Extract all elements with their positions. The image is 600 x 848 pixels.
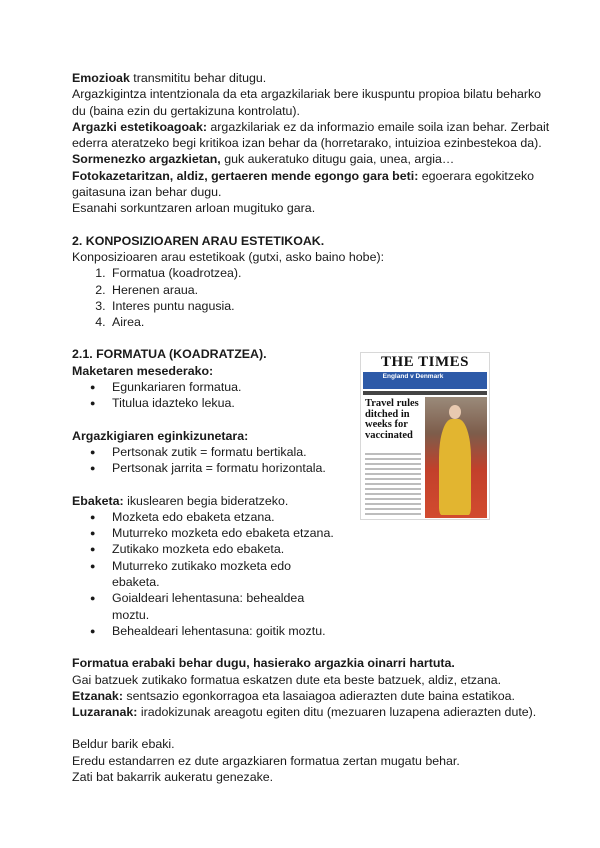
formatua-heading: Formatua erabaki behar dugu, hasierako argazkia oinarri hartuta. — [72, 656, 455, 671]
newspaper-text-line — [365, 453, 421, 455]
list-item: ● Zutikako mozketa edo ebaketa. — [109, 541, 342, 557]
list-item: ● Pertsonak zutik = formatu bertikala. — [109, 444, 342, 460]
closing-line-3: Zati bat bakarrik aukeratu genezake. — [72, 769, 274, 784]
list-item: 4. Airea. — [109, 314, 552, 330]
intro-p1: Emozioak transmititu behar ditugu. — [72, 71, 267, 85]
newspaper-text-line — [365, 468, 421, 470]
newspaper-masthead: THE TIMES — [380, 354, 469, 370]
newspaper-text-line — [365, 458, 421, 460]
maketa-title: Maketaren mesederako: — [72, 363, 214, 378]
newspaper-text-line — [365, 488, 421, 490]
newspaper-text-line — [365, 493, 421, 495]
newspaper-text-line — [365, 498, 421, 500]
ebaketa-line: Ebaketa: ikuslearen begia bideratzeko. — [72, 493, 289, 508]
eginkizun-list — [72, 444, 342, 477]
intro-p6: Esanahi sorkuntzaren arloan mugituko gara. — [72, 201, 316, 216]
newspaper-text-line — [365, 508, 421, 510]
list-item: 3. Interes puntu nagusia. — [109, 298, 552, 314]
composition-rules-list — [72, 265, 552, 330]
newspaper-text-line — [365, 513, 421, 515]
intro-p4: Sormenezko argazkietan, guk aukeratuko ditugu gaia, unea, argia… — [72, 152, 455, 167]
newspaper-text-line — [365, 463, 421, 465]
figure-head — [449, 405, 461, 419]
newspaper-headline: Travel rules ditched in weeks for vaccinated — [365, 398, 419, 441]
section-2-title: 2. KONPOSIZIOAREN ARAU ESTETIKOAK. — [72, 233, 325, 248]
list-item: ● Titulua idazteko lekua. — [109, 395, 342, 411]
newspaper-text-line — [365, 503, 421, 505]
list-item: ● Muturreko zutikako mozketa edo ebaketa. — [109, 558, 342, 591]
newspaper-strip — [363, 391, 487, 395]
maketa-list — [72, 379, 342, 412]
newspaper-text-line — [365, 478, 421, 480]
luzaranak-line: Luzaranak: iradokizunak areagotu egiten ditu (mezuaren luzapena adierazten dute). — [72, 705, 537, 720]
list-item: ● Goialdeari lehentasuna: behealdea moztu. — [109, 590, 342, 623]
intro-p2: Argazkigintza intentzionala da eta argazkilariak bere ikuspuntu propioa bilatu beharko du (baina ezin du gertakizuna kontrolatu). — [72, 87, 542, 118]
list-item: ● Muturreko mozketa edo ebaketa etzana. — [109, 525, 342, 541]
yellow-dress-figure — [439, 419, 471, 515]
newspaper-banner-text: England v Denmark — [382, 373, 444, 380]
list-item: ● Mozketa edo ebaketa etzana. — [109, 509, 342, 525]
list-item: 2. Herenen araua. — [109, 282, 552, 298]
formatua-line1: Gai batzuek zutikako formatua eskatzen dute eta beste batzuek, aldiz, etzana. — [72, 672, 502, 687]
section-2-lead: Konposizioaren arau estetikoak (gutxi, asko baino hobe): — [72, 249, 385, 264]
intro-p5: Fotokazetaritzan, aldiz, gertaeren mende egongo gara beti: egoerara egokitzeko gaitasuna izan behar dugu. — [72, 168, 535, 200]
newspaper-text-line — [365, 473, 421, 475]
newspaper-text-line — [365, 483, 421, 485]
intro-p3: Argazki estetikoagoak: argazkilariak ez da informazio emaile soila izan behar. Zerbait ederra ateratzeko begi kritikoa izan behar da (horretarako, intuizioa ezinbestekoa da). — [72, 119, 550, 151]
list-item: ● Pertsonak jarrita = formatu horizontala. — [109, 460, 342, 476]
list-item: ● Egunkariaren formatua. — [109, 379, 342, 395]
closing-line-2: Eredu estandarren ez dute argazkiaren formatua zertan mugatu behar. — [72, 753, 460, 768]
newspaper-front-page-image — [360, 352, 490, 520]
list-item: 1. Formatua (koadrotzea). — [109, 265, 552, 281]
list-item: ● Behealdeari lehentasuna: goitik moztu. — [109, 623, 342, 639]
section-2-1-title: 2.1. FORMATUA (KOADRATZEA). — [72, 347, 267, 362]
etzanak-line: Etzanak: sentsazio egonkorragoa eta lasaiagoa adierazten dute baina estatikoa. — [72, 688, 515, 703]
eginkizun-title: Argazkigiaren eginkizunetara: — [72, 428, 249, 443]
ebaketa-list — [72, 509, 342, 639]
closing-line-1: Beldur barik ebaki. — [72, 737, 175, 752]
